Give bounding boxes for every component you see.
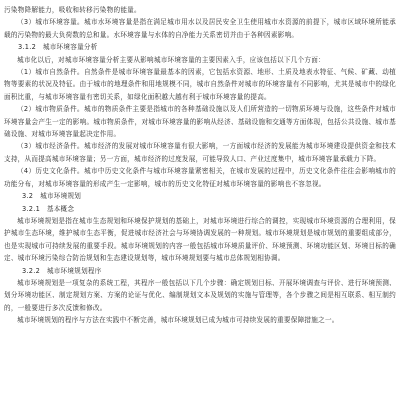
- paragraph-economic-conditions: （3）城市经济条件。城市经济的发展对城市环境容量有很大影响，一方面城市经济的发展能为城市环境建设提供资金和技术支持，从而提高城市环境容量；另一方面，城市经济的过度发展，可能导致人口、产业过度集中，城市环境容量承载力下降。: [4, 142, 396, 163]
- paragraph-closing: 城市环境规划的程序与方法在实践中不断完善，城市环境规划已成为城市可持续发展的重要保障措施之一。: [17, 316, 339, 325]
- section-heading-3-1-2: 3.1.2 城市环境容量分析: [18, 43, 98, 52]
- paragraph-historical-conditions: （4）历史文化条件。城市中历史文化条件与城市环境容量紧密相关，在城市发展的过程中，历史文化条件往往会影响城市的功能分布，对城市环境容量的形成产生一定影响，城市的历史文化特征对城市环境容量的影响也不容忽视。: [4, 167, 396, 188]
- paragraph-water-capacity: （3）城市环境容量。城市水环境容量是指在满足城市用水以及居民安全卫生使用城市水资源的前提下，城市区域环境所能承载的污染物的最大负荷数的总和量。水环境容量与水体的自净能力关系密切并由于各种因素影响。: [4, 18, 396, 39]
- section-heading-3-2-1: 3.2.1 基本概念: [22, 204, 75, 213]
- section-heading-3-2: 3.2 城市环境规划: [22, 192, 82, 201]
- paragraph-basic-concept: 城市环境规划是指在城市生态规划和环境保护规划的基础上，对城市环境进行综合的调控，实现城市环境资源的合理利用，保护城市生态环境，维护城市生态平衡，促进城市经济社会与环境协调发展的一种规划。城市环境规划是城市规划的重要组成部分，也是实现城市可持续发展的重要手段。城市环境规划的内容一般包括城市环境质量评价、环境预测、环境功能区划、环境目标的确定、城市环境污染综合防治规划和生态建设规划等，城市环境规划要与城市总体规划相协调。: [4, 216, 396, 263]
- paragraph-continued: 污染物降解能力，吸收和转移污染物的能量。: [4, 6, 141, 14]
- paragraph-material-conditions: （2）城市物质条件。城市的物质条件主要是指城市的各种基础设施以及人们所营造的一切物质环境与设施，这些条件对城市环境容量会产生一定的影响。城市物质条件，对城市环境容量的影响从经济、基础设施和交通等方面体现，包括公共设施、城市基础设施、对城市环境容量起决定作用。: [4, 105, 396, 139]
- paragraph-natural-conditions: （1）城市自然条件。自然条件是城市环境容量最基本的因素，它包括水资源、地形、土质及地表水特征、气候、矿藏、动植物等要素的状况及特征。由于城市的地理条件和用地规模不同，城市自然条件对城市的环境容量有不同影响，尤其是城市中的绿化面积比重，与城市环境容量有密切关系，如绿化面积越大越有利于城市环境容量的提高。: [4, 68, 396, 101]
- section-heading-3-2-2: 3.2.2 城市环境规划程序: [22, 266, 102, 275]
- paragraph-intro: 城市化以后，对城市环境容量分析主要从影响城市环境容量的主要因素入手，应该包括以下几个方面：: [17, 55, 325, 64]
- paragraph-planning-procedure: 城市环境规划是一项复杂的系统工程，其程序一般包括以下几个步骤：确定规划目标、开展环境调查与评价、进行环境预测、划分环境功能区、制定规划方案、方案的论证与优化、编制规划文本及规划的实施与管理等，各个步骤之间是相互联系、相互制约的，一般要进行多次反馈和修改。: [4, 278, 396, 312]
